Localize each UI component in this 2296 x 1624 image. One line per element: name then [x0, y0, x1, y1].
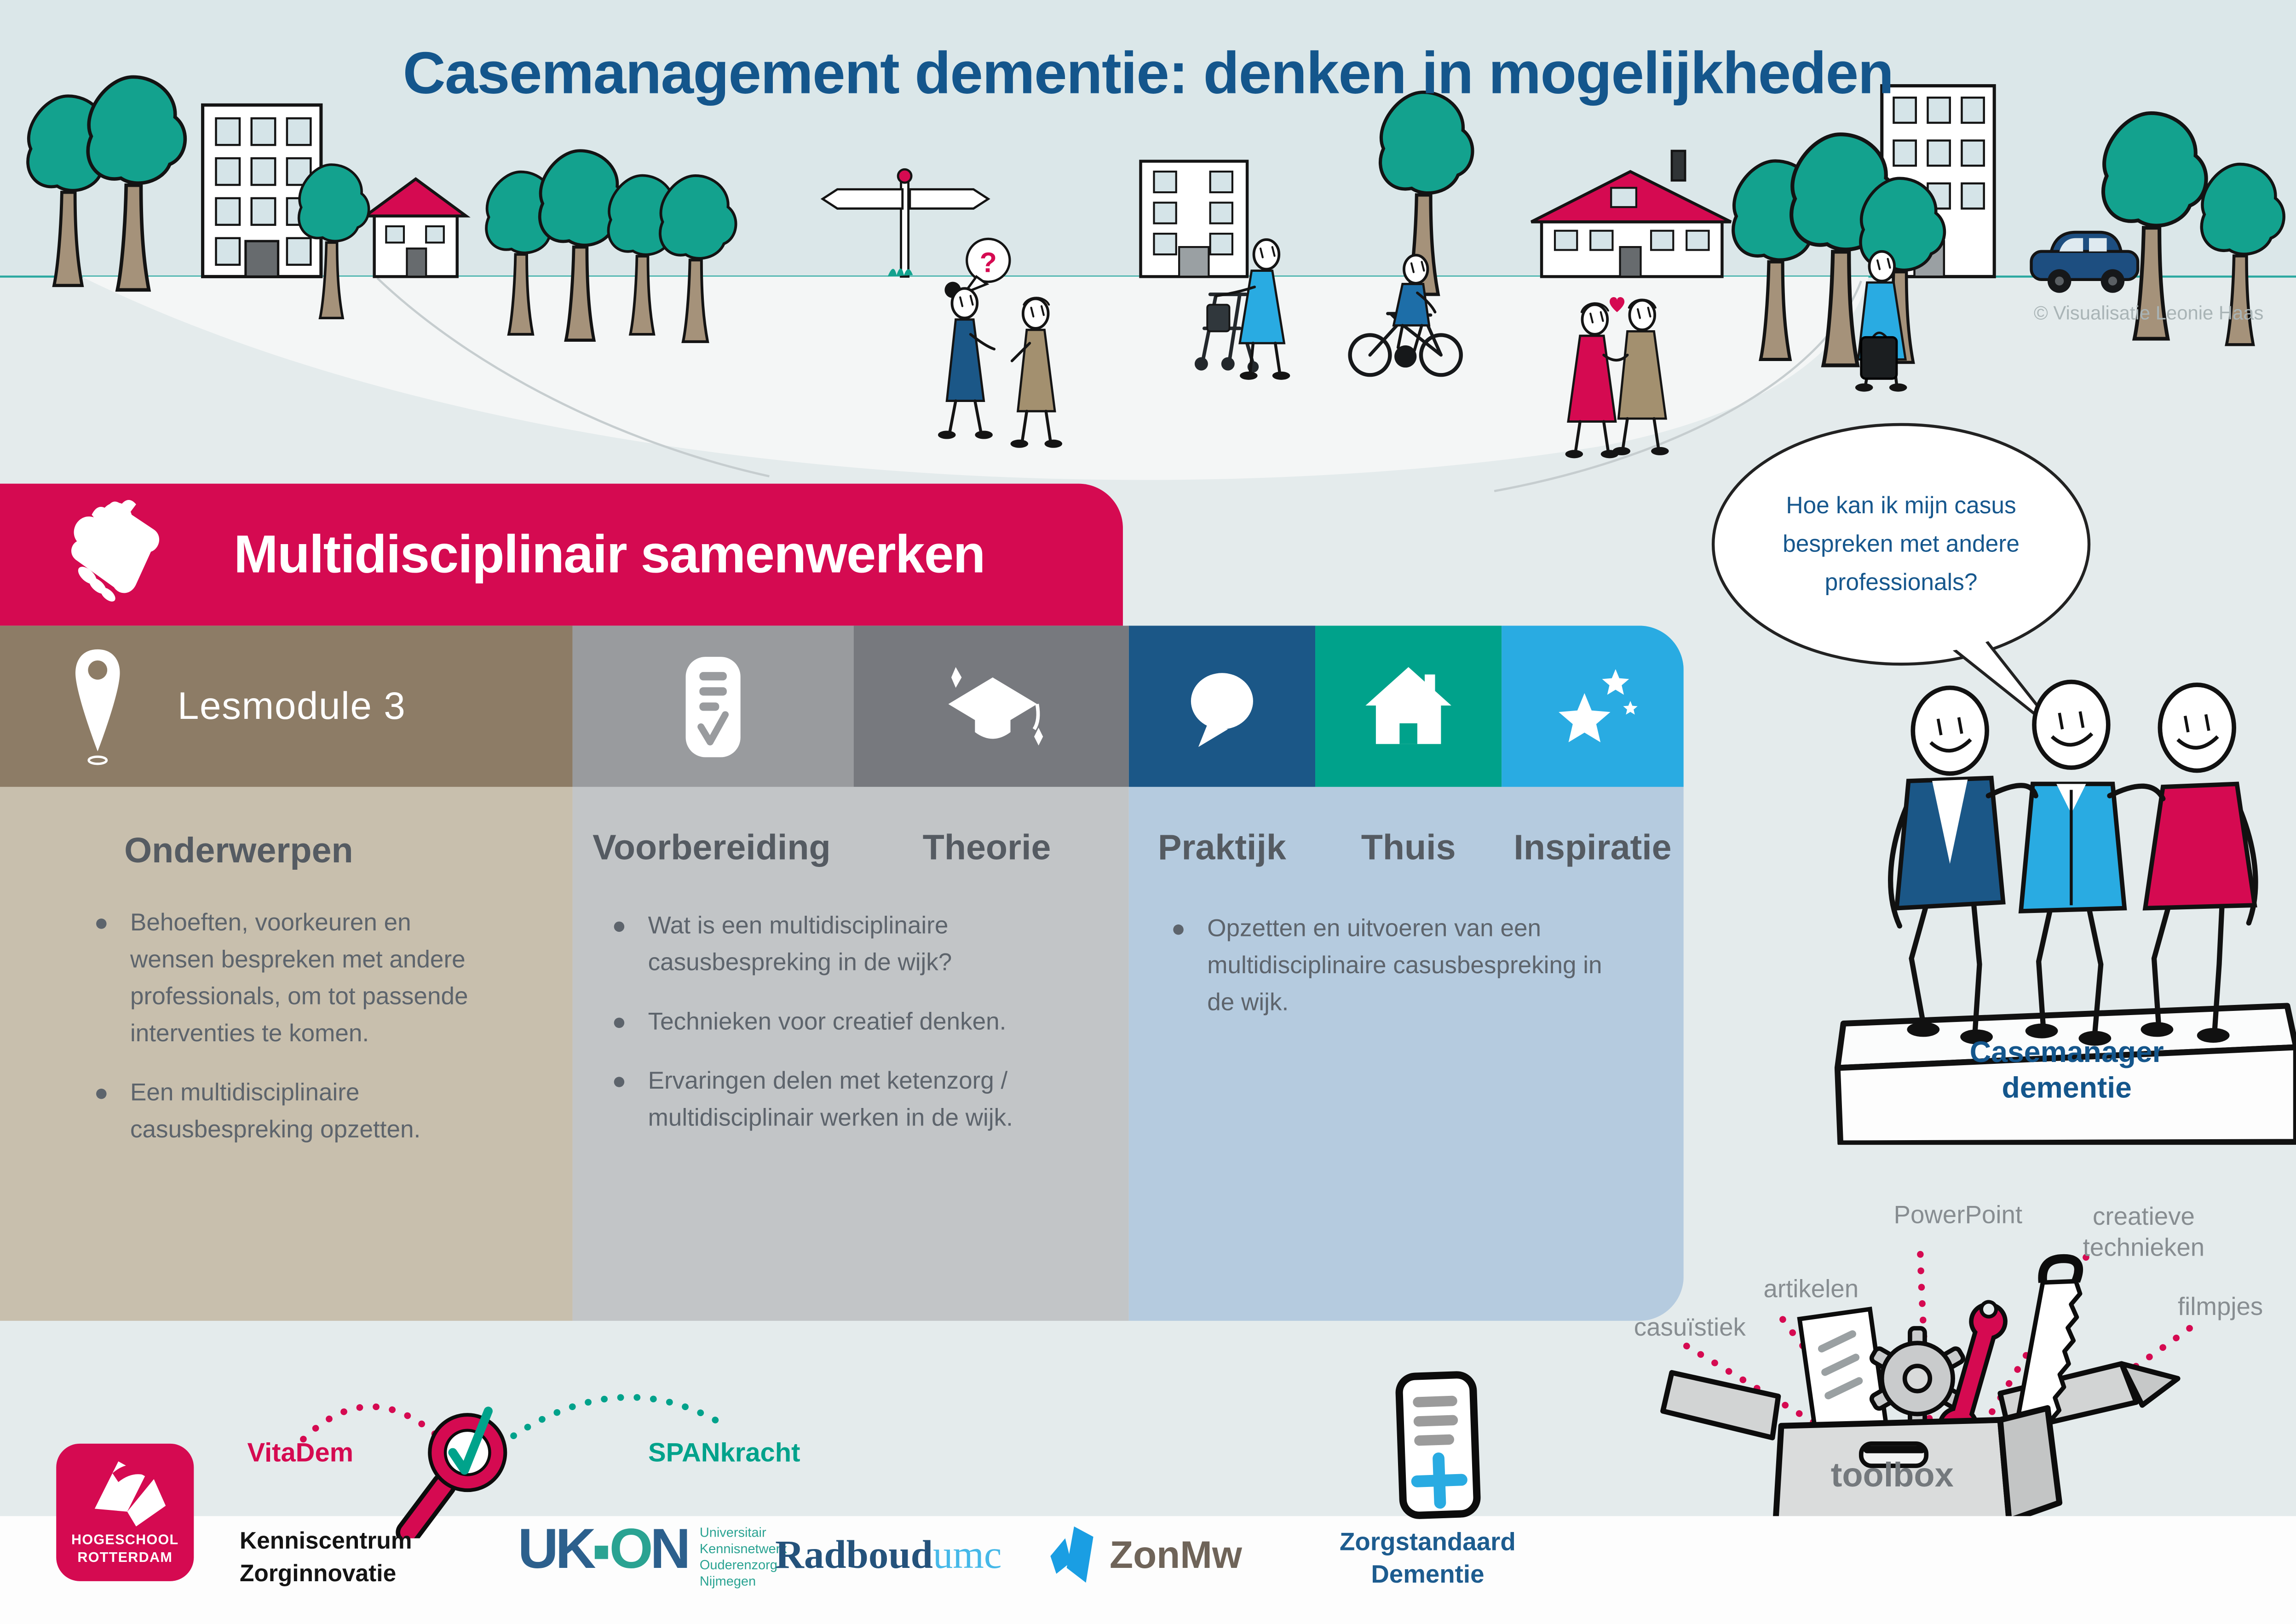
- building-middle: [1141, 161, 1248, 277]
- toolbox-box-label: toolbox: [1830, 1455, 1954, 1494]
- colhead-onderwerpen: Onderwerpen: [124, 831, 353, 872]
- voorbereiding-list: [610, 908, 1071, 1160]
- ukon-dot-icon: [594, 1546, 608, 1559]
- list-item: Een multidisciplinaire casusbespreking opzetten.: [92, 1075, 473, 1149]
- speech-bubble-text: Hoe kan ik mijn casus bespreken met andere professionals?: [1783, 494, 2020, 597]
- house-icon: [1365, 666, 1451, 746]
- checklist-icon: [679, 653, 747, 760]
- colhead-praktijk: Praktijk: [1157, 828, 1286, 868]
- segment-praktijk: [1129, 625, 1315, 787]
- question-mark: ?: [979, 247, 997, 278]
- vitadem-label: VitaDem: [247, 1437, 354, 1468]
- briefcase-icon: [1861, 337, 1897, 379]
- zorgstandaard-label: Zorgstandaard Dementie: [1340, 1528, 1516, 1589]
- credit-text: © Visualisatie Leonie Haas: [2033, 302, 2264, 324]
- spankracht-label: SPANkracht: [648, 1437, 800, 1468]
- zorgstandaard-document-icon: [1393, 1370, 1482, 1521]
- toolbox-label-filmpjes: filmpjes: [2177, 1292, 2263, 1321]
- list-item: Opzetten en uitvoeren van een multidisciplinaire casusbespreking in de wijk.: [1169, 911, 1613, 1022]
- map-pin-icon: [68, 644, 127, 769]
- toolbox-label-powerpoint: PowerPoint: [1893, 1201, 2023, 1229]
- segment-thuis: [1315, 625, 1502, 787]
- colhead-inspiratie: Inspiratie: [1513, 828, 1672, 868]
- segment-voorbereiding: [573, 625, 854, 787]
- colhead-thuis: Thuis: [1361, 828, 1456, 868]
- figure-crimson: [2145, 784, 2255, 908]
- list-item: Wat is een multidisciplinaire casusbespreking in de wijk?: [610, 908, 1071, 982]
- banner-title: Multidisciplinair samenwerken: [234, 523, 985, 585]
- radboudumc-logo: Radboudumc: [775, 1532, 1002, 1577]
- toolbox-label-artikelen: artikelen: [1763, 1275, 1859, 1303]
- colhead-voorbereiding: Voorbereiding: [593, 828, 831, 868]
- segment-theorie: [854, 625, 1129, 787]
- hogeschool-rotterdam-logo: HOGESCHOOL ROTTERDAM: [56, 1444, 194, 1581]
- kenniscentrum-label: Kenniscentrum Zorginnovatie: [239, 1529, 412, 1587]
- praktijk-list: [1169, 911, 1613, 1044]
- magnifier-check-icon: [370, 1361, 533, 1538]
- list-item: Behoeften, voorkeuren en wensen bespreken met andere professionals, om tot passende interventies te komen.: [92, 905, 473, 1053]
- module-banner: [0, 484, 1123, 626]
- graduation-cap-icon: [937, 659, 1046, 754]
- page-title: Casemanagement dementie: denken in mogelijkheden: [403, 41, 1893, 107]
- ukon-logo: UK ON Universitair Kennisnetwerk Ouderenzorg Nijmegen: [518, 1519, 787, 1589]
- zonmw-mark-icon: [1044, 1523, 1098, 1585]
- stars-icon: [1545, 660, 1640, 752]
- speech-bubble-icon: [1180, 665, 1263, 748]
- module-label: Lesmodule 3: [177, 683, 406, 728]
- dotted-arcs: [266, 1354, 829, 1486]
- onderwerpen-list: [92, 905, 473, 1171]
- colhead-theorie: Theorie: [922, 828, 1051, 868]
- casemanager-label: Casemanager dementie: [1969, 1037, 2164, 1105]
- handshake-icon: [47, 491, 184, 619]
- zonmw-logo: ZonMw: [1044, 1523, 1242, 1585]
- segment-inspiratie: [1502, 625, 1684, 787]
- segment-lesmodule: [0, 625, 573, 787]
- toolbox-label-creatieve-technieken: creatieve technieken: [2083, 1202, 2205, 1262]
- hr-logo-mark-icon: [56, 1444, 194, 1532]
- list-item: Ervaringen delen met ketenzorg / multidisciplinair werken in de wijk.: [610, 1063, 1071, 1137]
- toolbox-label-casuistiek: casuïstiek: [1634, 1313, 1746, 1342]
- list-item: Technieken voor creatief denken.: [610, 1004, 1071, 1041]
